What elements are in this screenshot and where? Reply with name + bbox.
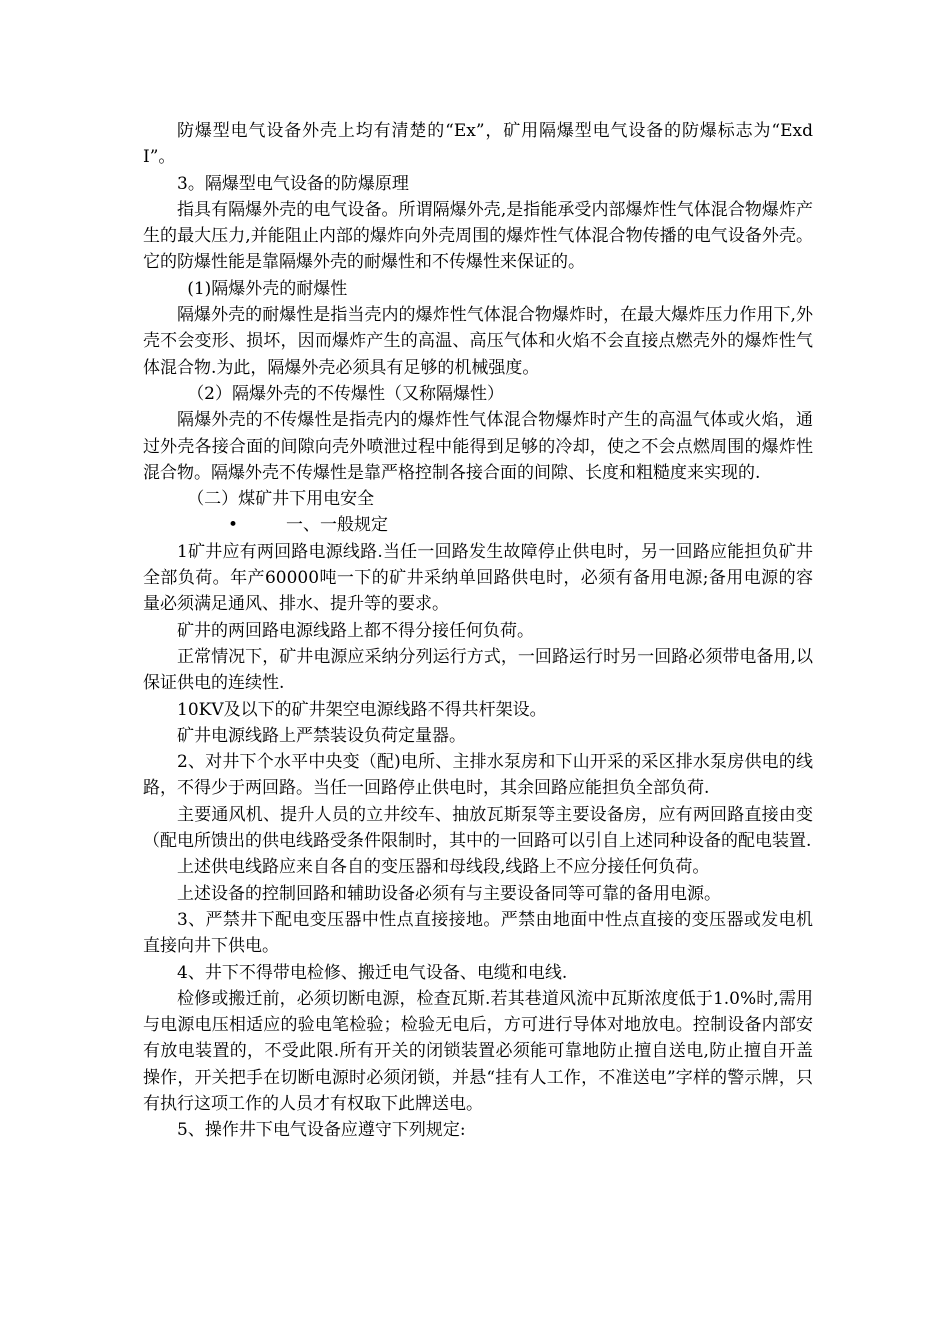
- paragraph: 10KV及以下的矿井架空电源线路不得共杆架设。: [177, 699, 547, 720]
- bullet-text: 一、一般规定: [286, 515, 388, 536]
- paragraph: 隔爆外壳的不传爆性是指壳内的爆炸性气体混合物爆炸时产生的高温气体或火焰，通过外壳各接合面的间隙向壳外喷泄过程中能得到足够的冷却，使之不会点燃周围的爆炸性混合物。隔爆外壳不传爆性是靠严格控制各接合面的间隙、长度和粗糙度来实现的.: [143, 410, 813, 483]
- document-body: [143, 118, 813, 1144]
- paragraph: 上述供电线路应来自各自的变压器和母线段,线路上不应分接任何负荷。: [177, 857, 710, 878]
- paragraph: 矿井电源线路上严禁装设负荷定量器。: [177, 725, 466, 746]
- section-heading: 3。隔爆型电气设备的防爆原理: [177, 173, 409, 194]
- paragraph: 正常情况下，矿井电源应采纳分列运行方式，一回路运行时另一回路必须带电备用,以保证供电的连续性.: [143, 646, 813, 694]
- paragraph: 1矿井应有两回路电源线路.当任一回路发生故障停止供电时，另一回路应能担负矿井全部负荷。年产60000吨一下的矿井采纳单回路供电时，必须有备用电源;备用电源的容量必须满足通风、排水、提升等的要求。: [143, 541, 813, 615]
- paragraph: 矿井的两回路电源线路上都不得分接任何负荷。: [177, 620, 534, 641]
- sub-heading: (1)隔爆外壳的耐爆性: [187, 278, 348, 299]
- paragraph: 隔爆外壳的耐爆性是指当壳内的爆炸性气体混合物爆炸时，在最大爆炸压力作用下,外壳不会变形、损坏，因而爆炸产生的高温、高压气体和火焰不会直接点燃壳外的爆炸性气体混合物.为此，隔爆外壳必须具有足够的机械强度。: [143, 305, 813, 378]
- paragraph: 指具有隔爆外壳的电气设备。所谓隔爆外壳,是指能承受内部爆炸性气体混合物爆炸产生的最大压力,并能阻止内部的爆炸向外壳周围的爆炸性气体混合物传播的电气设备外壳。它的防爆性能是靠隔爆外壳的耐爆性和不传爆性来保证的。: [143, 199, 813, 273]
- paragraph: 上述设备的控制回路和辅助设备必须有与主要设备同等可靠的备用电源。: [177, 883, 721, 904]
- paragraph: 3、严禁井下配电变压器中性点直接接地。严禁由地面中性点直接的变压器或发电机直接向井下供电。: [143, 909, 813, 957]
- section-heading: （二）煤矿井下用电安全: [187, 489, 375, 510]
- bullet-marker: •: [228, 515, 239, 536]
- bullet-item: [143, 512, 813, 538]
- paragraph: 4、井下不得带电检修、搬迁电气设备、电缆和电线.: [177, 962, 568, 983]
- paragraph: 5、操作井下电气设备应遵守下列规定:: [177, 1120, 466, 1141]
- paragraph: 主要通风机、提升人员的立井绞车、抽放瓦斯泵等主要设备房，应有两回路直接由变（配电所馈出的供电线路受条件限制时，其中的一回路可以引自上述同种设备的配电装置.: [143, 804, 813, 852]
- paragraph: 防爆型电气设备外壳上均有清楚的“Ex”，矿用隔爆型电气设备的防爆标志为“ExdI”。: [143, 121, 813, 168]
- paragraph: 2、对井下个水平中央变（配)电所、主排水泵房和下山开采的采区排水泵房供电的线路，不得少于两回路。当任一回路停止供电时，其余回路应能担负全部负荷.: [143, 752, 813, 799]
- paragraph: 检修或搬迁前，必须切断电源，检查瓦斯.若其巷道风流中瓦斯浓度低于1.0%时,需用与电源电压相适应的验电笔检验；检验无电后，方可进行导体对地放电。控制设备内部安有放电装置的，不受此限.所有开关的闭锁装置必须能可靠地防止擅自送电,防止擅自开盖操作，开关把手在切断电源时必须闭锁，并悬“挂有人工作，不准送电”字样的警示牌，只有执行这项工作的人员才有权取下此牌送电。: [143, 988, 813, 1114]
- sub-heading: （2）隔爆外壳的不传爆性（又称隔爆性）: [187, 383, 505, 404]
